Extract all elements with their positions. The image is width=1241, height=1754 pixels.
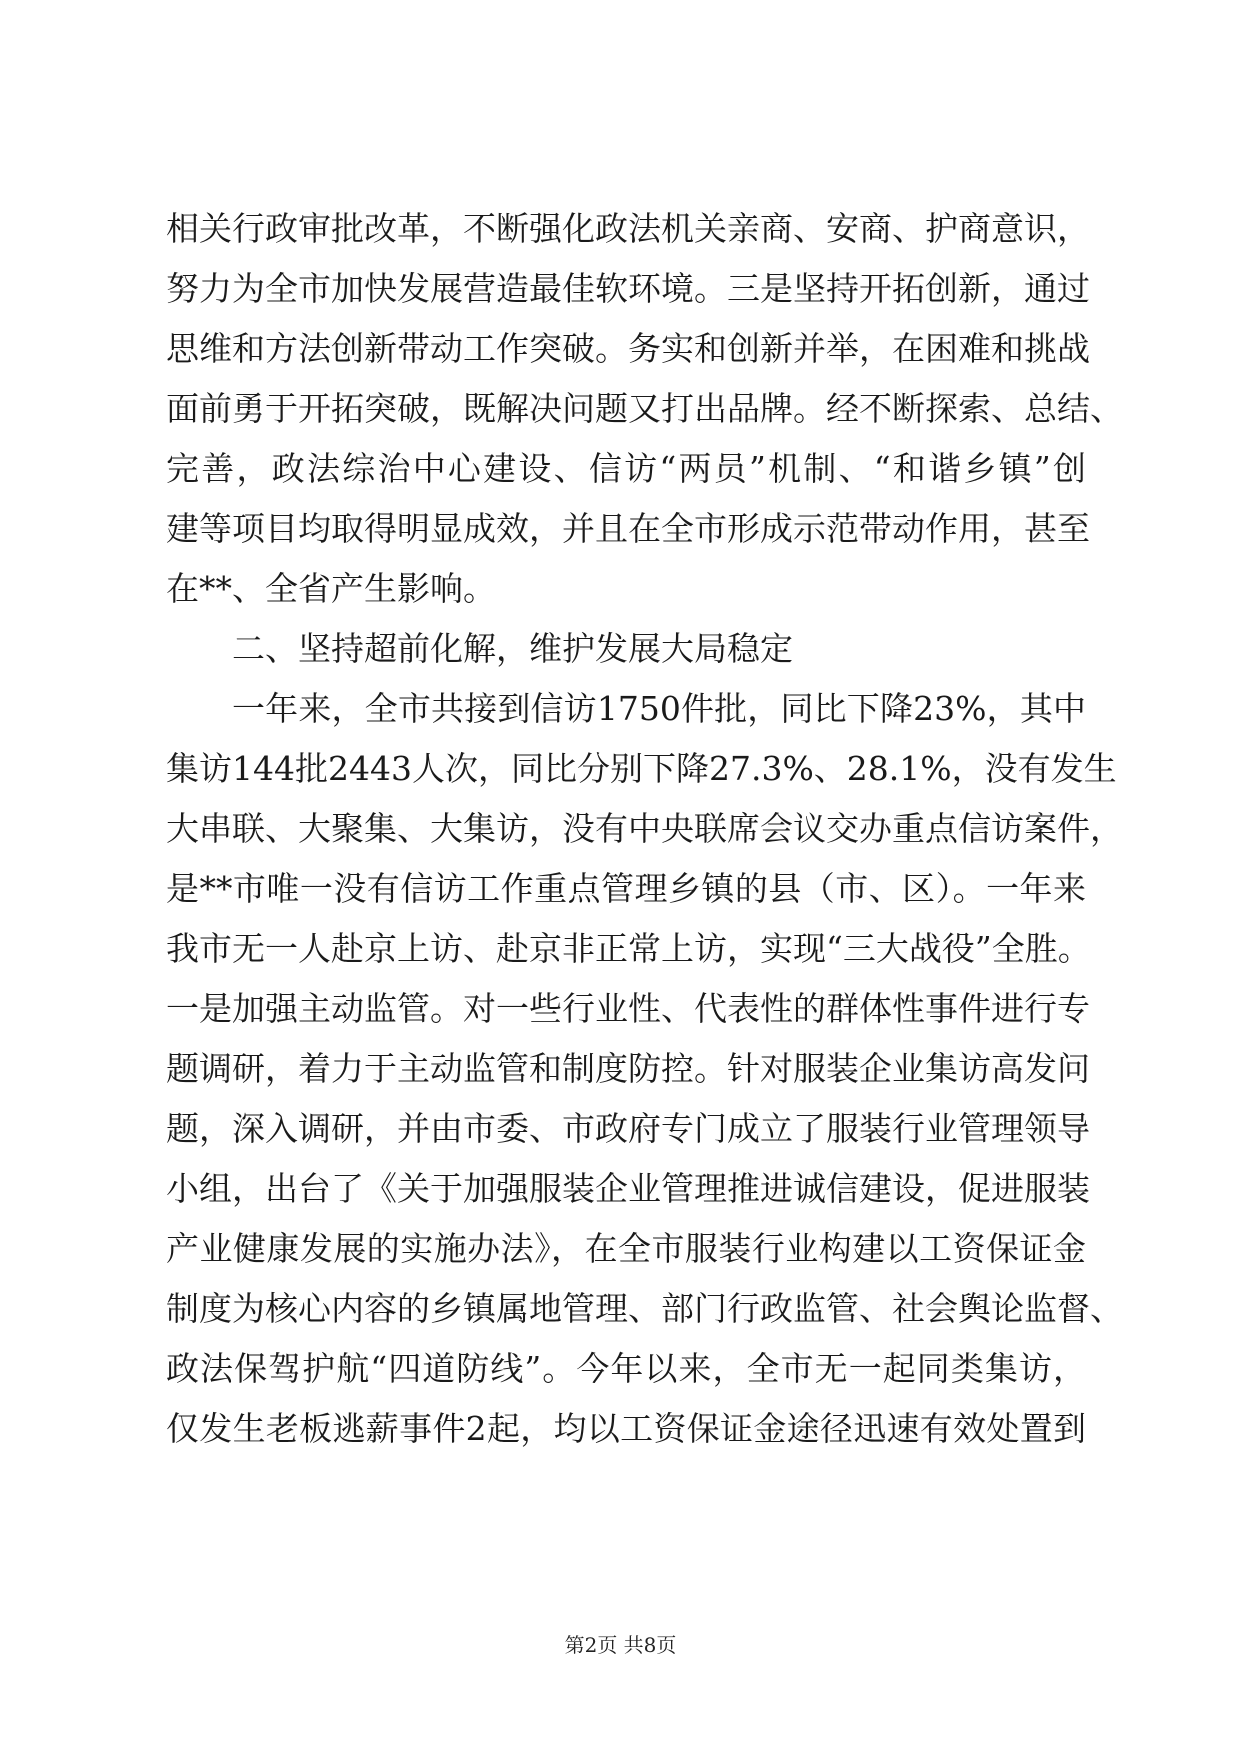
text-line: 小组，出台了《关于加强服装企业管理推进诚信建设，促进服装 [166, 1169, 1090, 1208]
text-line: 我市无一人赴京上访、赴京非正常上访，实现“三大战役”全胜。 [166, 929, 1091, 968]
text-line: 一是加强主动监管。对一些行业性、代表性的群体性事件进行专 [166, 989, 1090, 1028]
text-line: 仅发生老板逃薪事件2起，均以工资保证金途径迅速有效处置到 [166, 1409, 1086, 1448]
text-line: 是**市唯一没有信访工作重点管理乡镇的县（市、区）。一年来 [166, 869, 1086, 908]
text-line: 题调研，着力于主动监管和制度防控。针对服装企业集访高发问 [166, 1049, 1090, 1088]
text-line: 思维和方法创新带动工作突破。务实和创新并举，在困难和挑战 [166, 329, 1090, 368]
text-line: 面前勇于开拓突破，既解决问题又打出品牌。经不断探索、总结、 [166, 389, 1123, 428]
text-line: 政法保驾护航“四道防线”。今年以来，全市无一起同类集访， [166, 1349, 1086, 1388]
text-line: 集访144批2443人次，同比分别下降27.3%、28.1%，没有发生 [166, 749, 1117, 788]
text-line: 在**、全省产生影响。 [166, 569, 496, 608]
page-number-footer: 第2页 共8页 [564, 1633, 677, 1657]
text-line: 建等项目均取得明显成效，并且在全市形成示范带动作用，甚至 [166, 509, 1090, 548]
section-heading: 二、坚持超前化解，维护发展大局稳定 [232, 629, 793, 668]
text-line: 题，深入调研，并由市委、市政府专门成立了服装行业管理领导 [166, 1109, 1090, 1148]
text-line: 努力为全市加快发展营造最佳软环境。三是坚持开拓创新，通过 [166, 269, 1090, 308]
text-line: 大串联、大聚集、大集访，没有中央联席会议交办重点信访案件， [166, 809, 1123, 848]
text-line: 一年来，全市共接到信访1750件批，同比下降23%，其中 [232, 689, 1086, 728]
text-line: 产业健康发展的实施办法》，在全市服装行业构建以工资保证金 [166, 1229, 1086, 1268]
text-line: 制度为核心内容的乡镇属地管理、部门行政监管、社会舆论监督、 [166, 1289, 1123, 1328]
text-line: 完善，政法综治中心建设、信访“两员”机制、“和谐乡镇”创 [166, 449, 1086, 488]
text-line: 相关行政审批改革，不断强化政法机关亲商、安商、护商意识， [166, 209, 1090, 248]
